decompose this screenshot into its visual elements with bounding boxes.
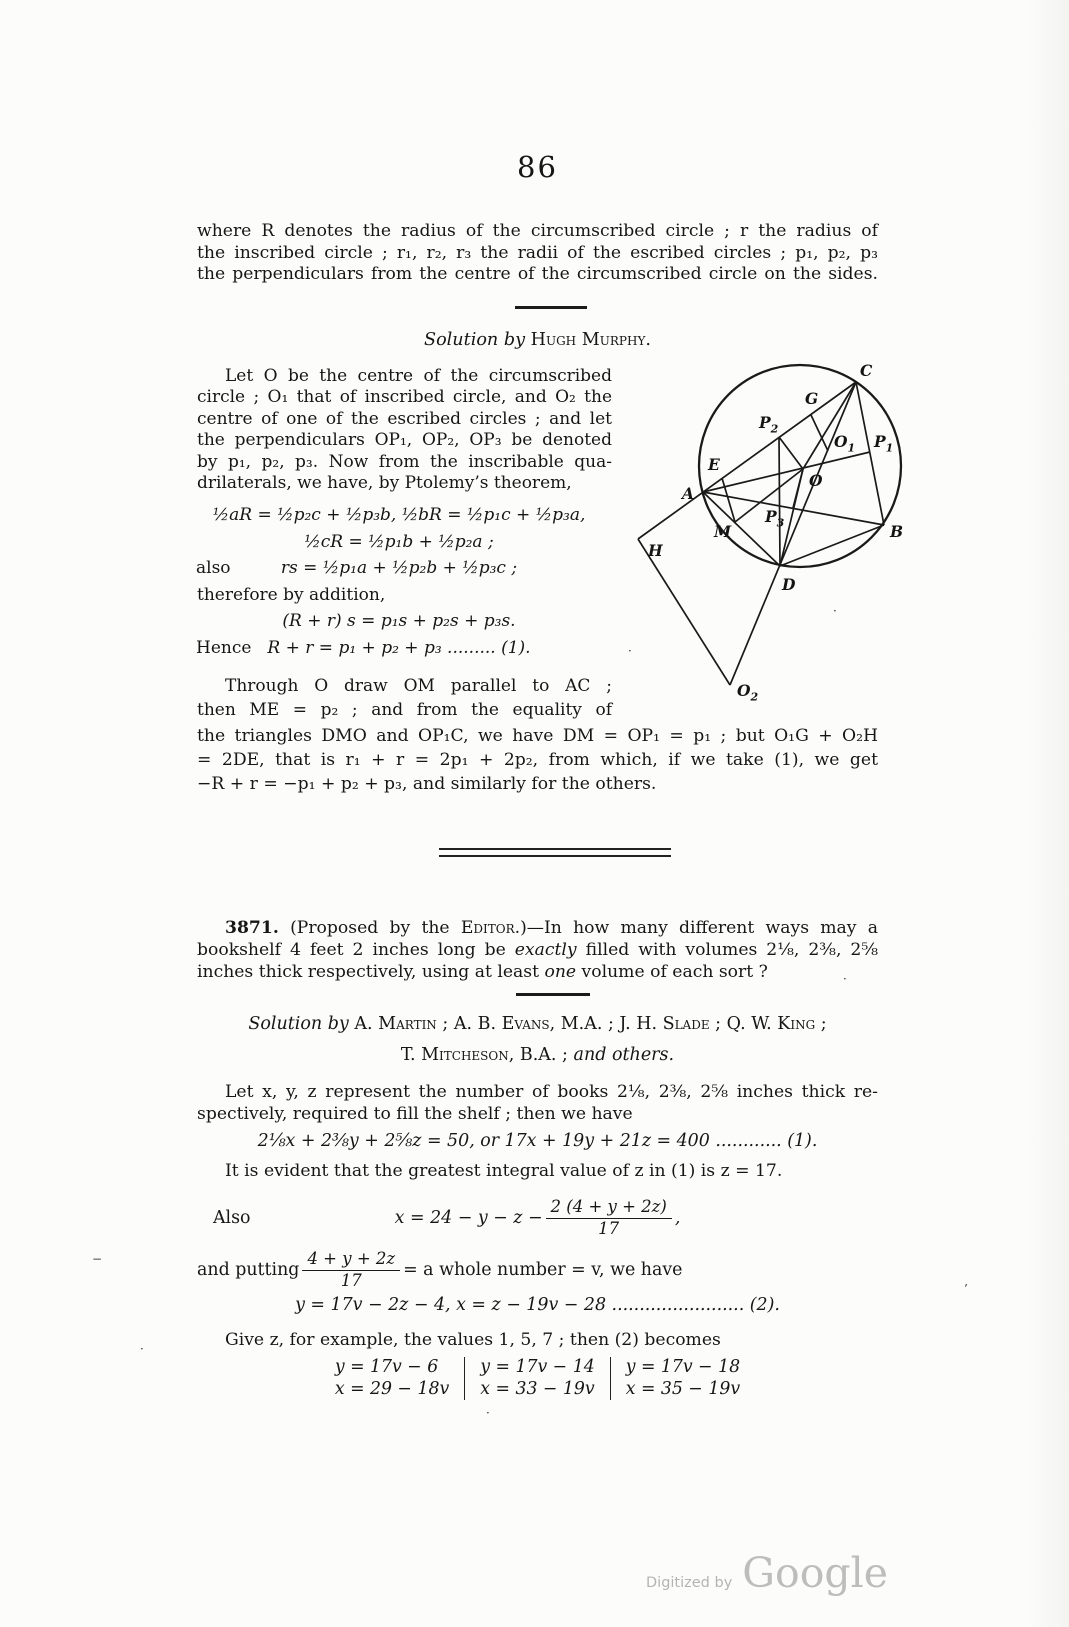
body-line: therefore by addition, <box>197 584 386 605</box>
problem-text: .)—In how many different ways may a <box>514 918 878 938</box>
fraction-denominator: 17 <box>598 1218 620 1238</box>
body-line: Let O be the centre of the circumscribed <box>225 366 612 386</box>
scan-speck: ’ <box>964 1282 968 1296</box>
murphy-paragraph <box>197 366 612 494</box>
body-line: spectively, required to fill the shelf ; then we have <box>197 1104 633 1124</box>
table-column <box>610 1357 755 1400</box>
fraction-numerator: 2 (4 + y + 2z) <box>546 1198 672 1219</box>
scan-speck: · <box>833 604 837 618</box>
geometry-diagram <box>598 344 960 716</box>
diagram-label-H: H <box>648 541 663 560</box>
page-number: 86 <box>517 150 558 184</box>
result-table <box>197 1357 878 1400</box>
body-line: Through O draw OM parallel to AC ; <box>225 676 612 696</box>
solution-by-label: Solution by <box>248 1014 355 1034</box>
problem-text: filled with volumes 2⅛, 2⅜, 2⅝ <box>576 940 878 960</box>
diagram-label-C: C <box>860 361 873 380</box>
solver-name: Hugh Murphy. <box>530 330 651 350</box>
equation: (R + r) s = p₁s + p₂s + p₃s. <box>282 611 516 632</box>
fraction <box>546 1198 672 1239</box>
table-cell: x = 35 − 19v <box>625 1378 741 1399</box>
editor-name: Editor <box>460 918 515 938</box>
equation: ½cR = ½p₁b + ½p₂a ; <box>304 531 494 552</box>
scan-speck: · <box>486 1406 490 1420</box>
solution-heading-martin <box>197 1013 878 1035</box>
intro-paragraph <box>197 221 878 286</box>
diagram-label-O2: $O_2$ <box>737 681 759 704</box>
intro-line: where R denotes the radius of the circumscribed circle ; r the radius of <box>197 221 878 241</box>
equation-label: also <box>196 558 231 579</box>
problem-line <box>197 917 878 939</box>
body-line: It is evident that the greatest integral value of z in (1) is z = 17. <box>225 1161 783 1181</box>
body-line: the triangles DMO and OP₁C, we have DM = OP₁ = p₁ ; but O₁G + O₂H <box>197 726 878 746</box>
diagram-label-E: E <box>708 455 720 474</box>
body-line: circle ; O₁ that of inscribed circle, and O₂ the <box>197 387 612 408</box>
body-line: centre of one of the escribed circles ; and let <box>197 408 612 429</box>
equation <box>183 635 615 662</box>
body-line: then ME = p₂ ; and from the equality of <box>197 700 612 720</box>
diagram-label-M: M <box>714 522 732 541</box>
murphy-continuation <box>197 724 878 796</box>
section-rule <box>515 306 587 309</box>
solution-heading-martin-line2 <box>197 1045 878 1065</box>
diagram-segment <box>638 539 730 685</box>
solution-by-label: Solution by <box>424 330 531 350</box>
table-cell: y = 17v − 14 <box>480 1357 595 1377</box>
diagram-label-B: B <box>890 522 904 541</box>
diagram-label-G: G <box>805 389 819 408</box>
body-line: Give z, for example, the values 1, 5, 7 ; then (2) becomes <box>225 1330 721 1350</box>
equation-label: Hence <box>196 637 252 658</box>
diagram-label-D: D <box>782 575 796 594</box>
google-logo: Google <box>742 1549 889 1597</box>
problem-text: bookshelf 4 feet 2 inches long be <box>197 940 515 960</box>
scan-speck: − <box>92 1252 103 1266</box>
diagram-label-O1: $O_1$ <box>834 432 856 455</box>
scan-speck: · <box>843 972 847 986</box>
solver-names: T. Mitcheson, B.A. ; <box>400 1045 574 1065</box>
table-cell: x = 33 − 19v <box>480 1378 595 1399</box>
problem-text: (Proposed by the <box>278 918 461 938</box>
problem-line <box>197 939 878 961</box>
equation-also <box>197 1194 878 1242</box>
intro-line: the perpendiculars from the centre of the circumscribed circle on the sides. <box>197 264 878 285</box>
diagram-label-P3: $P_3$ <box>765 507 785 530</box>
scan-speck: · <box>628 644 632 658</box>
body-text: and putting <box>197 1260 300 1280</box>
emphasis: one <box>544 962 577 982</box>
problem-text: volume of each sort ? <box>576 962 768 982</box>
equation-putting <box>197 1246 878 1294</box>
watermark <box>646 1549 888 1597</box>
intro-line: the inscribed circle ; r₁, r₂, r₃ the radii of the escribed circles ; p₁, p₂, p₃ <box>197 242 878 263</box>
digitized-by-label: Digitized by <box>646 1575 733 1591</box>
section-rule <box>516 993 590 996</box>
equation <box>183 555 615 582</box>
table-column <box>320 1357 464 1400</box>
fraction-denominator: 17 <box>340 1270 362 1290</box>
table-cell: y = 17v − 6 <box>334 1357 439 1377</box>
diagram-label-P2: $P_2$ <box>759 413 779 436</box>
table-cell: y = 17v − 18 <box>625 1357 741 1377</box>
equation-body: , <box>674 1208 681 1228</box>
equation: ½aR = ½p₂c + ½p₃b, ½bR = ½p₁c + ½p₃a, <box>212 505 586 525</box>
scan-speck: · <box>140 1342 144 1356</box>
equation-body: rs = ½p₁a + ½p₂b + ½p₃c ; <box>280 558 518 579</box>
table-cell: x = 29 − 18v <box>334 1378 450 1399</box>
body-line: by p₁, p₂, p₃. Now from the inscribable qua- <box>197 451 612 472</box>
and-others-label: and others. <box>573 1045 675 1065</box>
diagram-label-O: O <box>809 471 823 490</box>
equation-2: y = 17v − 2z − 4, x = z − 19v − 28 ........................ (2). <box>295 1295 780 1315</box>
murphy-equations <box>183 502 615 662</box>
equation-label: Also <box>213 1208 251 1228</box>
equation-body: R + r = p₁ + p₂ + p₃ ......... (1). <box>267 637 531 658</box>
diagram-segment <box>779 437 780 566</box>
diagram-segment <box>779 437 803 469</box>
table-column <box>464 1357 609 1400</box>
fraction <box>302 1250 400 1291</box>
body-line: Let x, y, z represent the number of books 2⅛, 2⅜, 2⅝ inches thick re- <box>225 1082 878 1102</box>
body-line: drilaterals, we have, by Ptolemy’s theorem, <box>197 473 572 494</box>
problem-text: inches thick respectively, using at least <box>197 962 545 982</box>
diagram-label-A: A <box>682 484 695 503</box>
body-line: −R + r = −p₁ + p₂ + p₃, and similarly for the others. <box>197 774 657 794</box>
body-line: = 2DE, that is r₁ + r = 2p₁ + 2p₂, from which, if we take (1), we get <box>197 750 878 770</box>
diagram-segment <box>780 525 884 566</box>
equation-1: 2⅛x + 2⅜y + 2⅝z = 50, or 17x + 19y + 21z = 400 ............ (1). <box>257 1131 818 1151</box>
fraction-numerator: 4 + y + 2z <box>302 1250 400 1271</box>
emphasis: exactly <box>514 940 577 960</box>
diagram-label-P1: $P_1$ <box>874 432 894 455</box>
diagram-segment <box>703 452 870 492</box>
solver-names: A. Martin ; A. B. Evans, M.A. ; J. H. Slade ; Q. W. King ; <box>354 1014 827 1034</box>
body-line: the perpendiculars OP₁, OP₂, OP₃ be denoted <box>197 430 612 451</box>
problem-line <box>197 961 878 983</box>
equation-body: x = 24 − y − z − <box>394 1208 543 1228</box>
body-text: = a whole number = v, we have <box>403 1260 683 1280</box>
double-rule <box>439 848 671 857</box>
problem-3871 <box>197 917 878 983</box>
problem-number: 3871. <box>225 918 279 938</box>
